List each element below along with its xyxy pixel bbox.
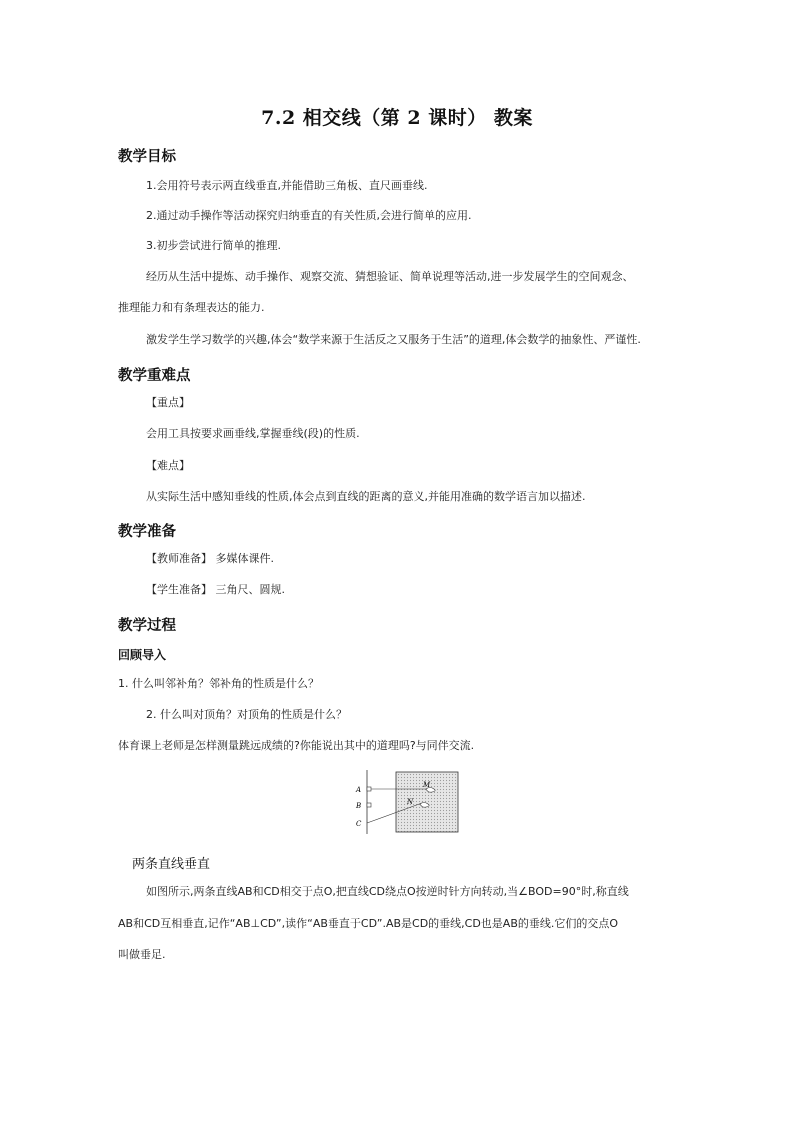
objective-paragraph-line: 推理能力和有条理表达的能力. [118,301,265,314]
label-n: N [407,798,414,806]
section-heading-process: 教学过程 [118,618,176,634]
perpendicular-paragraph-line: AB和CD互相垂直,记作“AB⊥CD”,读作“AB垂直于CD”.AB是CD的垂线,CD也是AB的垂线.它们的交点O [118,917,619,930]
key-label: 【重点】 [146,396,190,409]
key-text: 会用工具按要求画垂线,掌握垂线(段)的性质. [146,427,360,440]
question-2: 2. 什么叫对顶角？对顶角的性质是什么？ [146,708,347,721]
objective-item: 1.会用符号表示两直线垂直,并能借助三角板、直尺画垂线. [146,179,428,192]
question-1: 1. 什么叫邻补角？邻补角的性质是什么？ [118,677,319,690]
difficult-label: 【难点】 [146,459,190,472]
objective-paragraph-line: 经历从生活中提炼、动手操作、观察交流、猜想验证、简单说理等活动,进一步发展学生的空间观念、 [146,270,634,283]
section-heading-key-points: 教学重难点 [118,368,191,384]
subheading-review: 回顾导入 [118,648,167,662]
difficult-text: 从实际生活中感知垂线的性质,体会点到直线的距离的意义,并能用准确的数学语言加以描述. [146,490,586,503]
section-heading-objectives: 教学目标 [118,149,176,165]
long-jump-figure [352,770,464,834]
label-b: B [356,802,362,810]
perpendicular-paragraph-line: 如图所示,两条直线AB和CD相交于点O,把直线CD绕点O按逆时针方向转动,当∠BOD=90°时,称直线 [146,885,629,898]
student-preparation: 【学生准备】 三角尺、圆规. [146,583,285,596]
section-heading-preparation: 教学准备 [118,524,176,540]
objective-paragraph-line: 激发学生学习数学的兴趣,体会“数学来源于生活反之又服务于生活”的道理,体会数学的抽象性、严谨性. [146,333,641,346]
objective-item: 2.通过动手操作等活动探究归纳垂直的有关性质,会进行简单的应用. [146,209,472,222]
label-c: C [356,820,362,828]
label-a: A [356,786,362,794]
question-3: 体育课上老师是怎样测量跳远成绩的?你能说出其中的道理吗?与同伴交流. [118,739,475,752]
marker-b [367,803,371,807]
page-title: 7.2 相交线（第 2 课时） 教案 [261,107,533,129]
perpendicular-heading: 两条直线垂直 [132,857,211,872]
label-m: M [423,781,431,789]
teacher-preparation: 【教师准备】 多媒体课件. [146,552,274,565]
marker-a [367,787,371,791]
perpendicular-paragraph-line: 叫做垂足. [118,948,166,961]
objective-item: 3.初步尝试进行简单的推理. [146,239,281,252]
